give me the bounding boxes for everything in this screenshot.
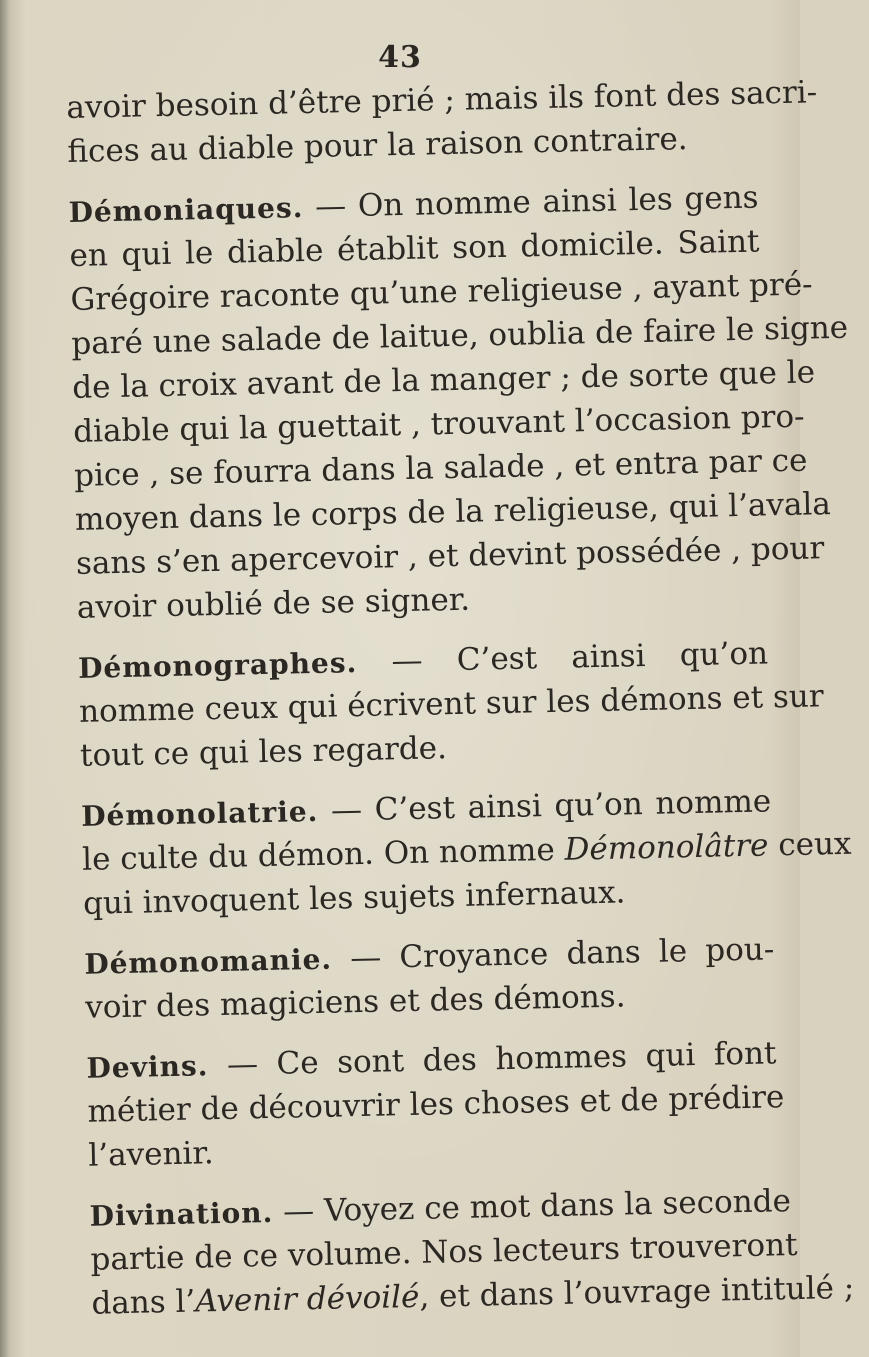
text-line: fices au diable pour la raison contraire. — [67, 120, 688, 170]
entry-demonomanie — [84, 927, 776, 1029]
text-line: avoir oublié de se signer. — [76, 581, 471, 626]
italic-term: Démonolâtre — [564, 827, 769, 868]
text-line: tout ce qui les regarde. — [79, 730, 448, 774]
entry-headword: Démoniaques. — [68, 191, 304, 229]
entry-demonographes — [77, 631, 825, 777]
text-line: avoir besoin d’être prié ; mais ils font des sacri- — [66, 74, 818, 126]
text-line: en qui le diable établit son domicile. Saint — [69, 223, 760, 274]
italic-title: Avenir dévoilé — [194, 1278, 420, 1320]
text-line: paré une salade de laitue, oublia de faire le signe — [71, 309, 849, 362]
entry-text: le culte du démon. On nomme — [81, 831, 565, 878]
entry-headword: Devins. — [86, 1049, 209, 1085]
text-line: moyen dans le corps de la religieuse, qui l’avala — [74, 486, 832, 538]
entry-headword: Démonomanie. — [84, 942, 333, 981]
page-text — [66, 72, 855, 1326]
text-line: voir des magiciens et des démons. — [84, 978, 626, 1026]
text-line: partie de ce volume. Nos lecteurs trouveront — [90, 1226, 798, 1278]
text-line: l’avenir. — [88, 1135, 215, 1174]
text-line: pice , se fourra dans la salade , et entra par ce — [73, 442, 808, 494]
entry-text: , et dans l’ouvrage intitulé ; — [418, 1269, 855, 1315]
entry-headword: Divination. — [89, 1195, 274, 1233]
continuation-paragraph — [66, 72, 818, 174]
text-line: Grégoire raconte qu’une religieuse , ayant pré- — [70, 266, 813, 318]
text-line: qui invoquent les sujets infernaux. — [82, 874, 626, 922]
text-line: diable qui la guettait , trouvant l’occasion pro- — [72, 398, 805, 450]
text-line: nomme ceux qui écrivent sur les démons et sur — [78, 678, 825, 730]
text-line: de la croix avant de la manger ; de sorte que le — [71, 354, 816, 406]
entry-text: — Voyez ce mot dans la seconde — [272, 1183, 792, 1230]
entry-text: ceux — [768, 825, 852, 864]
entry-headword: Démonographes. — [77, 646, 358, 685]
page-number: 43 — [378, 40, 422, 75]
text-line: sans s’en apercevoir , et devint possédée , pour — [75, 530, 825, 582]
text-line: métier de découvrir les choses et de prédire — [87, 1079, 785, 1130]
entry-text: — On nomme ainsi les gens — [303, 179, 759, 226]
entry-text: — Ce sont des hommes qui font — [208, 1035, 777, 1084]
entry-demonolatrie — [80, 779, 852, 925]
entry-text: — C’est ainsi qu’on — [356, 635, 769, 681]
entry-text: — C’est ainsi qu’on nomme — [317, 783, 772, 829]
entry-headword: Démonolatrie. — [80, 794, 319, 833]
entry-devins — [86, 1031, 785, 1177]
entry-text: — Croyance dans le pou- — [331, 931, 775, 977]
entry-demoniaques — [68, 176, 849, 630]
entry-divination — [89, 1179, 855, 1325]
entry-text: dans l’ — [91, 1283, 196, 1322]
